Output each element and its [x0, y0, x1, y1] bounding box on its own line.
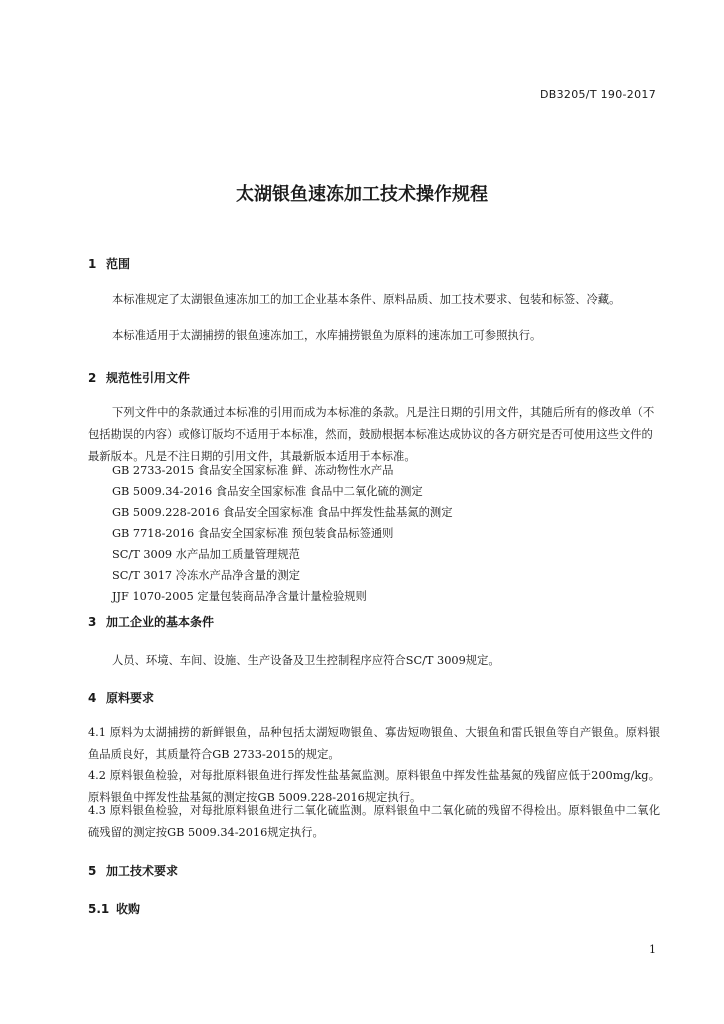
clause-4-1: 4.1 原料为太湖捕捞的新鲜银鱼，品种包括太湖短吻银鱼、寡齿短吻银鱼、大银鱼和雷氏银鱼等自产银鱼。原料银鱼品质良好，其质量符合GB 2733-2015的规定。 — [88, 726, 660, 761]
standard-code: DB3205/T 190-2017 — [540, 88, 656, 101]
section-1-heading — [88, 255, 130, 272]
reference-item: SC/T 3009 水产品加工质量管理规范 — [112, 548, 300, 561]
section-number: 5 — [88, 864, 97, 878]
subsection-title: 收购 — [116, 902, 141, 916]
subsection-5-1-heading — [88, 900, 140, 917]
scope-paragraph-1: 本标准规定了太湖银鱼速冻加工的加工企业基本条件、原料品质、加工技术要求、包装和标签、冷藏。 — [112, 293, 621, 306]
section-title: 规范性引用文件 — [106, 371, 191, 385]
section-number: 2 — [88, 371, 97, 385]
section-title: 原料要求 — [106, 691, 155, 705]
reference-item: GB 5009.34-2016 食品安全国家标准 食品中二氧化硫的测定 — [112, 485, 423, 498]
reference-item: JJF 1070-2005 定量包装商品净含量计量检验规则 — [112, 590, 367, 603]
section-3-heading — [88, 613, 214, 630]
clause-4-3: 4.3 原料银鱼检验，对每批原料银鱼进行二氧化硫监测。原料银鱼中二氧化硫的残留不得检出。原料银鱼中二氧化硫残留的测定按GB 5009.34-2016规定执行。 — [88, 804, 660, 839]
section-title: 加工企业的基本条件 — [106, 615, 215, 629]
reference-item: SC/T 3017 冷冻水产品净含量的测定 — [112, 569, 300, 582]
section-number: 1 — [88, 257, 97, 271]
scope-paragraph-2: 本标准适用于太湖捕捞的银鱼速冻加工，水库捕捞银鱼为原料的速冻加工可参照执行。 — [112, 329, 542, 342]
normative-references-paragraph: 下列文件中的条款通过本标准的引用而成为本标准的条款。凡是注日期的引用文件，其随后所有的修改单（不包括勘误的内容）或修订版均不适用于本标准，然而，鼓励根据本标准达成协议的各方研究是否可使用这些文件的最新版本。凡是不注日期的引用文件，其最新版本适用于本标准。 — [88, 406, 655, 463]
section-number: 3 — [88, 615, 97, 629]
section-4-heading — [88, 689, 154, 706]
section-title: 加工技术要求 — [106, 864, 179, 878]
clause-4-2: 4.2 原料银鱼检验，对每批原料银鱼进行挥发性盐基氮监测。原料银鱼中挥发性盐基氮的残留应低于200mg/kg。原料银鱼中挥发性盐基氮的测定按GB 5009.228-2016规定执行。 — [88, 769, 660, 804]
page-number: 1 — [649, 943, 656, 956]
reference-item: GB 5009.228-2016 食品安全国家标准 食品中挥发性盐基氮的测定 — [112, 506, 453, 519]
section-title: 范围 — [106, 257, 131, 271]
subsection-number: 5.1 — [88, 902, 110, 916]
section-2-heading — [88, 369, 190, 386]
section-5-heading — [88, 862, 178, 879]
reference-item: GB 7718-2016 食品安全国家标准 预包装食品标签通则 — [112, 527, 394, 540]
reference-item: GB 2733-2015 食品安全国家标准 鲜、冻动物性水产品 — [112, 464, 394, 477]
section-number: 4 — [88, 691, 97, 705]
document-title: 太湖银鱼速冻加工技术操作规程 — [236, 184, 488, 205]
enterprise-conditions-paragraph: 人员、环境、车间、设施、生产设备及卫生控制程序应符合SC/T 3009规定。 — [112, 654, 500, 667]
